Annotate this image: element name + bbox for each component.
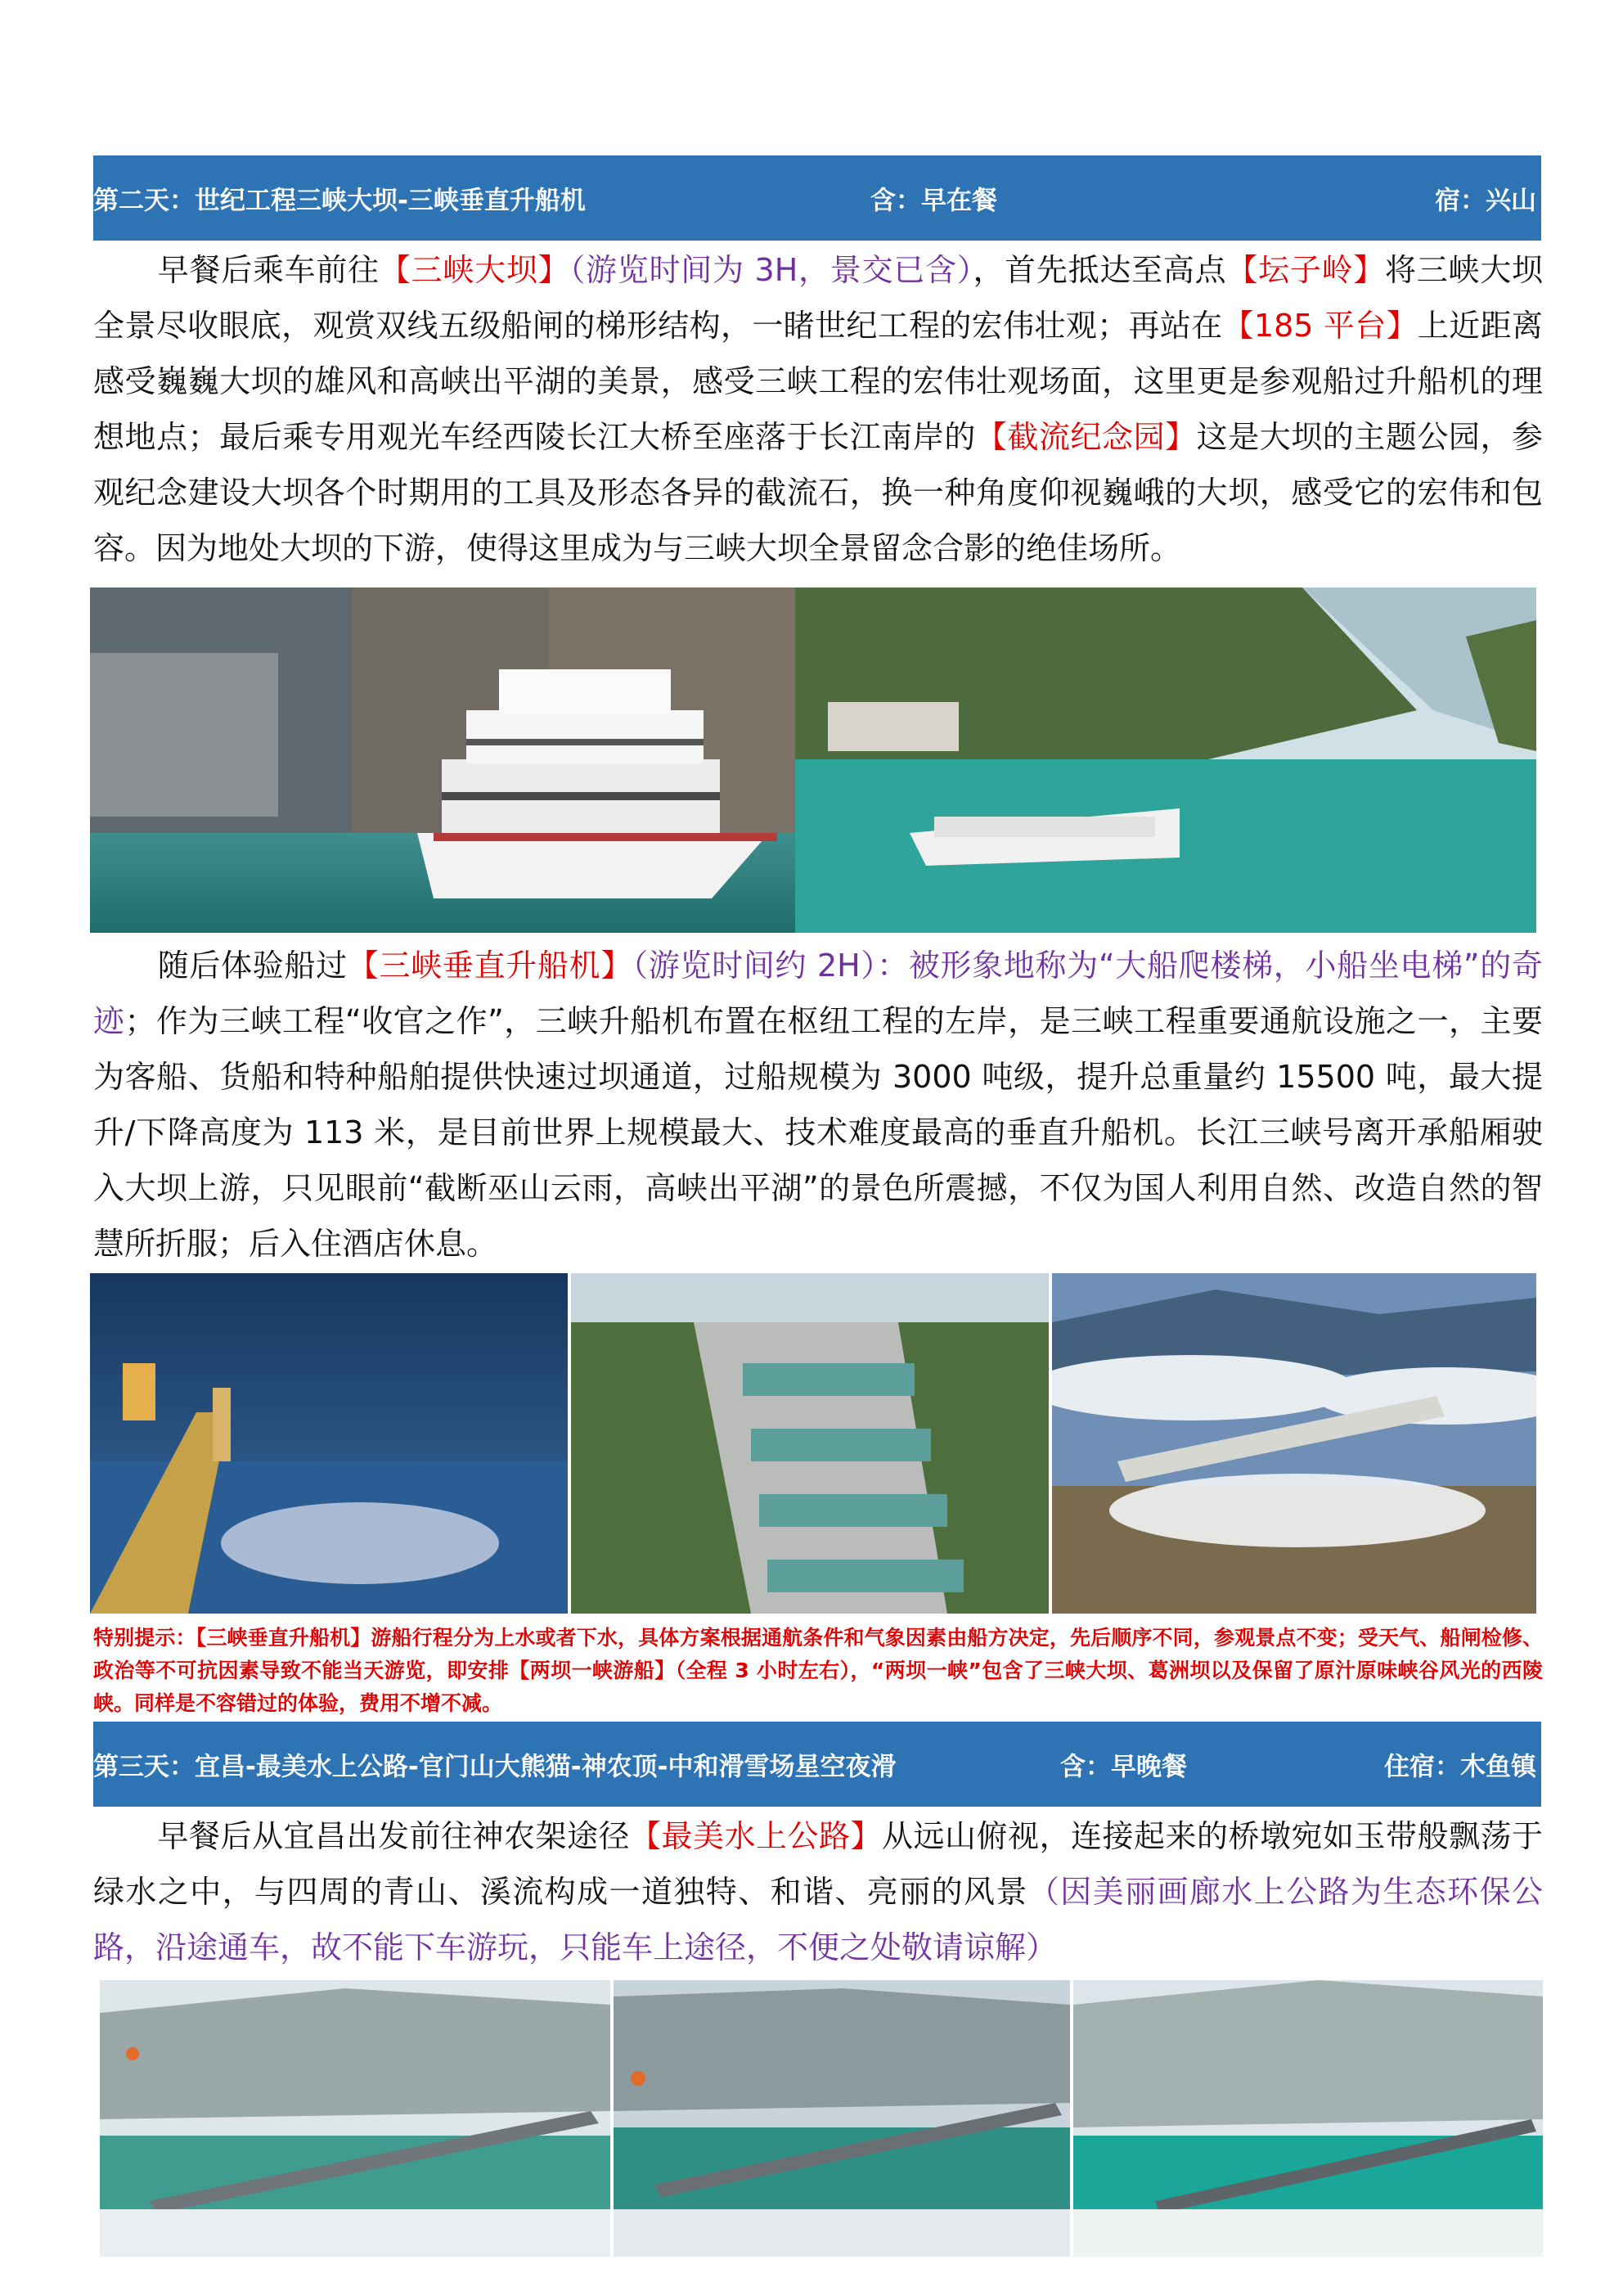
photo-snow-water-road-1 [100, 1980, 610, 2257]
day2-paragraph-1 [93, 242, 1543, 576]
highlight-jieliu-park: 【截流纪念园】 [975, 419, 1197, 455]
photo-snow-water-road-3 [1073, 1980, 1543, 2257]
highlight-water-road: 【最美水上公路】 [630, 1818, 882, 1854]
text: 从远山俯视，连接起来的桥墩宛如玉带般飘荡于绿水之中，与四周的青山、溪流构成一道独特、和谐、亮丽的风景 [93, 1818, 1543, 1910]
text: 将三峡大坝全景尽收眼底，观赏双线五级船闸的梯形结构，一睹世纪工程的宏伟壮观；再站在 [93, 252, 1543, 344]
day3-title: 第三天：宜昌-最美水上公路-官门山大熊猫-神农顶-中和滑雪场星空夜滑 [93, 1752, 897, 1782]
text: ；作为三峡工程“收官之作”，三峡升船机布置在枢纽工程的左岸，是三峡工程重要通航设施之一，主要为客船、货船和特种船舶提供快速过坝通道，过船规模为 3000 吨级，提升总重量约 15500 吨，最大提升/下降高度为 113 米，是目前世界上规模最大、技术难度最高的垂直升船机。长江三峡号离开承船厢驶入大坝上游，只见眼前“截断巫山云雨，高峡出平湖”的景色所震撼，不仅为国人利用自然、改造自然的智慧所折服；后入住酒店休息。 [93, 1003, 1543, 1262]
day3-paragraph-1 [93, 1808, 1543, 1975]
day2-lodging: 宿：兴山 [1435, 186, 1536, 216]
text: 随后体验船过 [157, 948, 348, 984]
highlight-185-platform: 【185 平台】 [1222, 308, 1418, 344]
text: ，首先抵达至高点 [973, 252, 1227, 288]
highlight-ship-lift: 【三峡垂直升船机】 [347, 948, 633, 984]
text: 这是大坝的主题公园，参观纪念建设大坝各个时期用的工具及形态各异的截流石，换一种角度仰视巍峨的大坝，感受它的宏伟和包容。因为地处大坝的下游，使得这里成为与三峡大坝全景留念合影的绝佳场所。 [93, 419, 1543, 566]
day3-header-bar [93, 1722, 1541, 1807]
day3-meals: 含：早晚餐 [1060, 1752, 1187, 1782]
day2-header-bar [93, 155, 1541, 241]
day2-paragraph-2 [93, 938, 1543, 1272]
photo-snow-water-road-2 [614, 1980, 1070, 2257]
highlight-tanziling: 【坛子岭】 [1226, 252, 1386, 288]
photo-ship-in-gorge [795, 588, 1536, 933]
text: 早餐后从宜昌出发前往神农架途径 [157, 1818, 630, 1854]
road-note: （因美丽画廊水上公路为生态环保公路，沿途通车，故不能下车游玩，只能车上途径，不便之处敬请谅解） [93, 1874, 1543, 1965]
photo-dam-clouds [1052, 1273, 1536, 1614]
tour-time-note: （游览时间约 2H）：被形象地称为“大船爬楼梯，小船坐电梯”的奇迹 [93, 948, 1543, 1039]
highlight-three-gorges-dam: 【三峡大坝】 [379, 252, 570, 288]
tour-time-note: （游览时间为 3H，景交已含） [569, 252, 973, 288]
photo-cruise-ship-at-dam [90, 588, 795, 933]
text: 上近距离感受巍巍大坝的雄风和高峡出平湖的美景，感受三峡工程的宏伟壮观场面，这里更是参观船过升船机的理想地点；最后乘专用观光车经西陵长江大桥至座落于长江南岸的 [93, 308, 1543, 455]
day3-lodging: 住宿：木鱼镇 [1384, 1752, 1536, 1782]
day2-title: 第二天：世纪工程三峡大坝-三峡垂直升船机 [93, 186, 586, 216]
photo-five-stage-locks [571, 1273, 1049, 1614]
text: 早餐后乘车前往 [157, 252, 380, 288]
photo-dam-night [90, 1273, 568, 1614]
special-note: 特别提示：【三峡垂直升船机】游船行程分为上水或者下水，具体方案根据通航条件和气象因素由船方决定，先后顺序不同，参观景点不变；受天气、船闸检修、政治等不可抗因素导致不能当天游览，即安排【两坝一峡游船】（全程 3 小时左右），“两坝一峡”包含了三峡大坝、葛洲坝以及保留了原汁原味峡谷风光的西陵峡。同样是不容错过的体验，费用不增不减。 [93, 1626, 1543, 1715]
day2-meals: 含：早在餐 [870, 186, 997, 216]
